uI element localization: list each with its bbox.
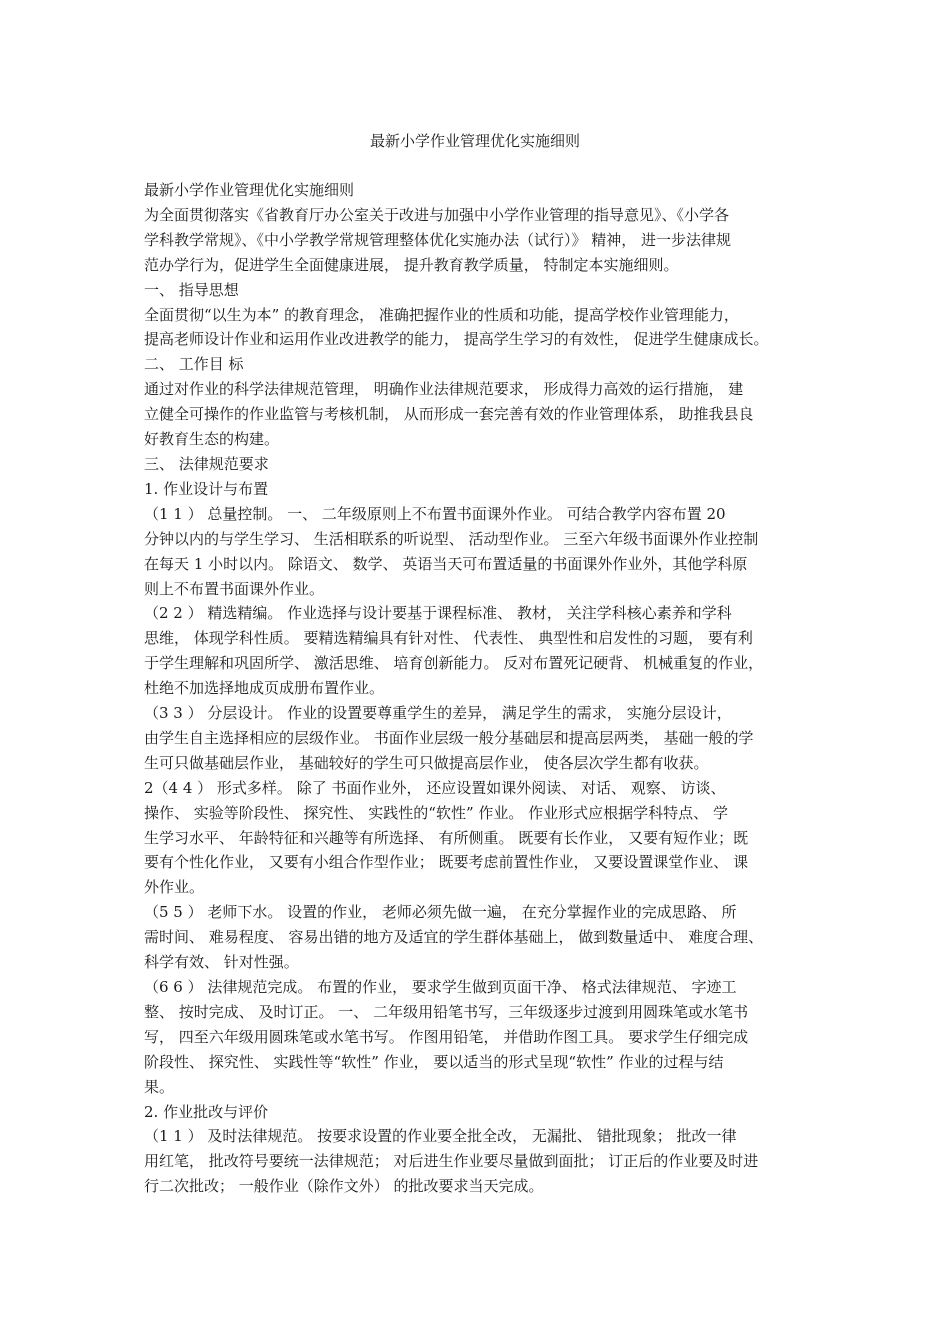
subsection-heading-design: 1. 作业设计与布置 xyxy=(144,479,269,498)
section-heading-requirements: 三、 法律规范要求 xyxy=(144,454,269,473)
page-title: 最新小学作业管理优化实施细则 xyxy=(369,132,580,150)
item-teacher-first: （5 5 ） 老师下水。 设置的作业， 老师必须先做一遍， 在充分掌握作业的完成思路、 所 需时间、 难易程度、 容易出错的地方及适宜的学生群体基础上， 做到数量适中、 难度合理、 科学有效、 针对性强。 xyxy=(144,903,764,972)
item-standard-completion: （6 6 ） 法律规范完成。 布置的作业， 要求学生做到页面干净、 格式法律规范、 字迹工 整、 按时完成、 及时订正。 一、 二年级用铅笔书写，三年级逐步过渡到用圆珠笔或水笔书 写， 四至六年级用圆珠笔或水笔书写。 作图用铅笔， 并借助作图工具。 要求学生仔细完成 阶段性、 探究性、 实践性等“软性” 作业， 要以适当的形式呈现“软性” 作业的过程与结 果。 xyxy=(144,978,749,1096)
work-goals-paragraph: 通过对作业的科学法律规范管理， 明确作业法律规范要求， 形成得力高效的运行措施， 建 立健全可操作的作业监管与考核机制， 从而形成一套完善有效的作业管理体系， 助推我县良 好教育生态的构建。 xyxy=(144,380,754,449)
guiding-idea-paragraph: 全面贯彻“以生为本” 的教育理念， 准确把握作业的性质和功能，提高学校作业管理能力， 提高老师设计作业和运用作业改进教学的能力， 提高学生学习的有效性， 促进学生健康成长。 xyxy=(144,305,769,349)
section-heading-guiding-idea: 一、 指导思想 xyxy=(144,280,239,299)
section-heading-work-goals: 二、 工作目 标 xyxy=(144,355,244,374)
item-layered-design: （3 3 ） 分层设计。 作业的设置要尊重学生的差异， 满足学生的需求， 实施分层设计， 由学生自主选择相应的层级作业。 书面作业层级一般分基础层和提高层两类， 基础一般的学 生可只做基础层作业， 基础较好的学生可只做提高层作业， 使各层次学生都有收获。 xyxy=(144,704,754,772)
subtitle-line: 最新小学作业管理优化实施细则 xyxy=(144,181,355,199)
item-timely-grading: （1 1 ） 及时法律规范。 按要求设置的作业要全批全改， 无漏批、 错批现象； 批改一律 用红笔， 批改符号要统一法律规范； 对后进生作业要尽量做到面批； 订正后的作业要及时进 行二次批改； 一般作业（除作文外） 的批改要求当天完成。 xyxy=(144,1127,759,1196)
intro-paragraph: 为全面贯彻落实《省教育厅办公室关于改进与加强中小学作业管理的指导意见》、《小学各 学科教学常规》、《中小学教学常规管理整体优化实施办法（试行）》 精神， 进一步法律规 范办学行为，促进学生全面健康进展， 提升教育教学质量， 特制定本实施细则。 xyxy=(144,205,732,274)
item-diverse-forms: 2（4 4 ） 形式多样。 除了 书面作业外， 还应设置如课外阅读、 对话、 观察、 访谈、 操作、 实验等阶段性、 探究性、 实践性的“软性” 作业。 作业形式应根据学科特点、 学 生学习水平、 年龄特征和兴趣等有所选择、 有所侧重。 既要有长作业， 又要有短作业；既 要有个性化作业， 又要有小组合作型作业； 既要考虑前置性作业， 又要设置课堂作业、 课 外作业。 xyxy=(144,778,749,897)
item-total-control: （1 1 ） 总量控制。 一、 二年级原则上不布置书面课外作业。 可结合教学内容布置 20 分钟以内的与学生学习、 生活相联系的听说型、 活动型作业。 三至六年级书面课外作业控制 在每天 1 小时以内。 除语文、 数学、 英语当天可布置适量的书面课外作业外，其他学科原 则上不布置书面课外作业。 xyxy=(144,504,759,598)
subsection-heading-grading: 2. 作业批改与评价 xyxy=(144,1102,269,1121)
document-body xyxy=(144,178,824,1199)
item-selection: （2 2 ） 精选精编。 作业选择与设计要基于课程标准、 教材， 关注学科核心素养和学科 思维， 体现学科性质。 要精选精编具有针对性、 代表性、 典型性和启发性的习题， 要有利 于学生理解和巩固所学、 激活思维、 培育创新能力。 反对布置死记硬背、 机械重复的作业， 杜绝不加选择地成页成册布置作业。 xyxy=(144,604,764,698)
